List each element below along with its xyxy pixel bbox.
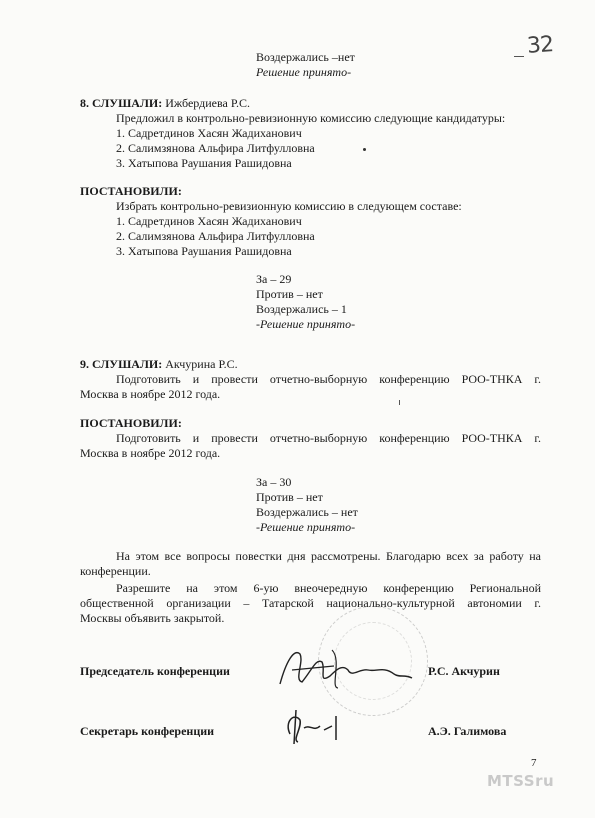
item8-vote-against: Против – нет xyxy=(256,287,323,301)
handwritten-dash xyxy=(514,56,524,57)
item8-heard xyxy=(80,96,250,111)
item9-vote-decision: -Решение принято- xyxy=(256,520,356,534)
item9-heard-label: 9. СЛУШАЛИ: xyxy=(80,357,163,371)
item8-candidate-1: 1. Садретдинов Хасян Жадиханович xyxy=(116,126,302,140)
abstained-line: Воздержались –нет xyxy=(256,50,355,64)
speck-mark xyxy=(399,400,400,405)
item9-vote-against: Против – нет xyxy=(256,490,323,504)
page-number: 7 xyxy=(531,757,537,769)
item8-candidate-2: 2. Салимзянова Альфира Литфулловна xyxy=(116,141,315,155)
item8-heard-label: 8. СЛУШАЛИ: xyxy=(80,96,163,110)
item9-heard xyxy=(80,357,238,372)
item8-resolved-label: ПОСТАНОВИЛИ: xyxy=(80,184,182,198)
chair-signature-icon xyxy=(272,640,422,695)
item8-member-3: 3. Хатыпова Раушания Рашидовна xyxy=(116,244,292,258)
decision-line: Решение принято- xyxy=(256,65,352,79)
closing-p2-line1: Разрешите на этом 6-ую внеочередную конференцию Региональной xyxy=(116,581,541,595)
secretary-title: Секретарь конференции xyxy=(80,724,215,738)
chair-name: Р.С. Акчурин xyxy=(428,664,500,678)
speck-dot xyxy=(363,148,366,151)
item8-resolution: Избрать контрольно-ревизионную комиссию в следующем составе: xyxy=(116,199,462,213)
closing-p2-line2: общественной организации – Татарской национально-культурной автономии г. xyxy=(80,596,541,610)
item9-vote-abstained: Воздержались – нет xyxy=(256,505,358,519)
item8-proposal: Предложил в контрольно-ревизионную комиссию следующие кандидатуры: xyxy=(116,111,506,125)
secretary-name: А.Э. Галимова xyxy=(428,724,507,738)
closing-p2-line3: Москвы объявить закрытой. xyxy=(80,611,225,625)
secretary-signature-icon xyxy=(280,706,360,746)
item9-heard-name: Акчурина Р.С. xyxy=(165,357,238,371)
item8-vote-for: За – 29 xyxy=(256,272,292,286)
item9-resolved-text-1: Подготовить и провести отчетно-выборную конференцию РОО-ТНКА г. xyxy=(116,431,541,445)
item8-member-2: 2. Салимзянова Альфира Литфуллoвна xyxy=(116,229,315,243)
item8-heard-name: Ижбердиева Р.С. xyxy=(165,96,251,110)
item8-member-1: 1. Садретдинов Хасян Жадиханович xyxy=(116,214,302,228)
item9-heard-text-2: Москва в ноябре 2012 года. xyxy=(80,387,221,401)
chair-title: Председатель конференции xyxy=(80,664,230,678)
item8-candidate-3: 3. Хатыпова Раушания Рашидовна xyxy=(116,156,292,170)
item9-resolved-label: ПОСТАНОВИЛИ: xyxy=(80,416,182,430)
closing-p1-line1: На этом все вопросы повестки дня рассмотрены. Благодарю всех за работу на xyxy=(116,549,541,563)
closing-p1-line2: конференции. xyxy=(80,564,151,578)
item9-resolved-text-2: Москва в ноябре 2012 года. xyxy=(80,446,221,460)
item9-vote-for: За – 30 xyxy=(256,475,292,489)
item9-heard-text-1: Подготовить и провести отчетно-выборную конференцию РОО-ТНКА г. xyxy=(116,372,541,386)
item8-vote-abstained: Воздержались – 1 xyxy=(256,302,347,316)
handwritten-page-mark: 32 xyxy=(526,32,554,59)
item8-vote-decision: -Решение принято- xyxy=(256,317,356,331)
watermark: MTSSru xyxy=(487,772,555,790)
